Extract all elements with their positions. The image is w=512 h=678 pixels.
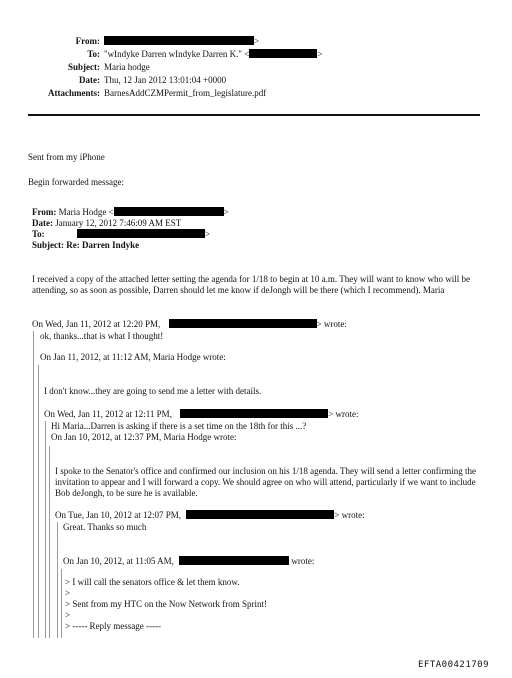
- date-label: Date:: [79, 75, 100, 85]
- quote-3-header: On Wed, Jan 11, 2012 at 12:11 PM, > wrote:: [44, 409, 359, 419]
- redaction-block: [180, 409, 328, 418]
- sent-from-line: Sent from my iPhone: [28, 152, 105, 162]
- subject-label: Subject:: [68, 62, 100, 72]
- attachments-label: Attachments:: [48, 88, 100, 98]
- redaction-block: [114, 207, 224, 216]
- quote-6-line-4: >: [65, 610, 71, 620]
- quote-bar-1: [33, 331, 34, 638]
- quote-bar-4: [49, 446, 50, 638]
- redaction-block: [104, 36, 254, 45]
- redaction-block: [179, 556, 289, 565]
- quote-6-line-2: >: [65, 588, 71, 598]
- document-id: EFTA00421709: [418, 660, 490, 670]
- quote-5-header: On Tue, Jan 10, 2012 at 12:07 PM, > wrote:: [55, 510, 365, 520]
- quote-3-text: Hi Maria...Darren is asking if there is a set time on the 18th for this ...?: [51, 421, 307, 431]
- begin-forwarded-line: Begin forwarded message:: [28, 177, 124, 187]
- to-label: To:: [87, 49, 100, 59]
- quote-6-line-1: > I will call the senators office & let them know.: [65, 577, 240, 587]
- quote-bar-2: [38, 365, 39, 638]
- quote-1-text: ok, thanks...that is what I thought!: [40, 331, 164, 341]
- quote-2-text: I don't know...they are going to send me a letter with details.: [44, 386, 262, 396]
- fwd-from-line: From: Maria Hodge < >: [32, 207, 229, 217]
- attachment-link[interactable]: BarnesAddCZMPermit_from_legislature.pdf: [104, 88, 267, 98]
- quote-bar-5: [57, 522, 58, 638]
- quote-6-header: On Jan 10, 2012, at 11:05 AM, wrote:: [63, 556, 315, 566]
- quote-1-header: On Wed, Jan 11, 2012 at 12:20 PM, > wrote:: [32, 319, 347, 329]
- quote-4-text: I spoke to the Senator's office and confirmed our inclusion on his 1/18 agenda. They will send a letter confirming the invitation to appear and I will forward a copy. We should agree on who will attend, particularly if we want to include Bob deJongh, to be sure he is available.: [55, 466, 476, 498]
- fwd-date-line: Date: January 12, 2012 7:46:09 AM EST: [32, 218, 182, 228]
- quote-bar-3: [45, 421, 46, 638]
- date-value: Thu, 12 Jan 2012 13:01:04 +0000: [104, 75, 227, 85]
- from-value: >: [104, 36, 259, 46]
- from-label: From:: [75, 36, 100, 46]
- subject-value: Maria hodge: [104, 62, 150, 72]
- to-value: "wIndyke Darren wIndyke Darren K." < >: [104, 49, 323, 59]
- quote-6-line-3: > Sent from my HTC on the Now Network from Sprint!: [65, 599, 268, 609]
- quote-6-line-5: > ----- Reply message -----: [65, 621, 162, 631]
- quote-4-header: On Jan 10, 2012, at 12:37 PM, Maria Hodge wrote:: [51, 432, 237, 442]
- quote-2-header: On Jan 11, 2012, at 11:12 AM, Maria Hodge wrote:: [40, 352, 226, 362]
- body-paragraph: I received a copy of the attached letter setting the agenda for 1/18 to begin at 10 a.m. They will want to know who will be attending, so as soon as possible, Darren should let me know if deJongh will be there (which I recommend). Maria: [32, 274, 470, 295]
- fwd-to-line: To: >: [32, 229, 211, 239]
- redaction-block: [249, 49, 317, 58]
- redaction-block: [77, 229, 205, 238]
- quote-5-text: Great. Thanks so much: [63, 522, 147, 532]
- redaction-block: [186, 510, 334, 519]
- redaction-block: [169, 319, 317, 328]
- quote-bar-6: [61, 569, 62, 638]
- fwd-subject-line: Subject: Re: Darren Indyke: [32, 240, 140, 250]
- header-divider: [28, 114, 480, 116]
